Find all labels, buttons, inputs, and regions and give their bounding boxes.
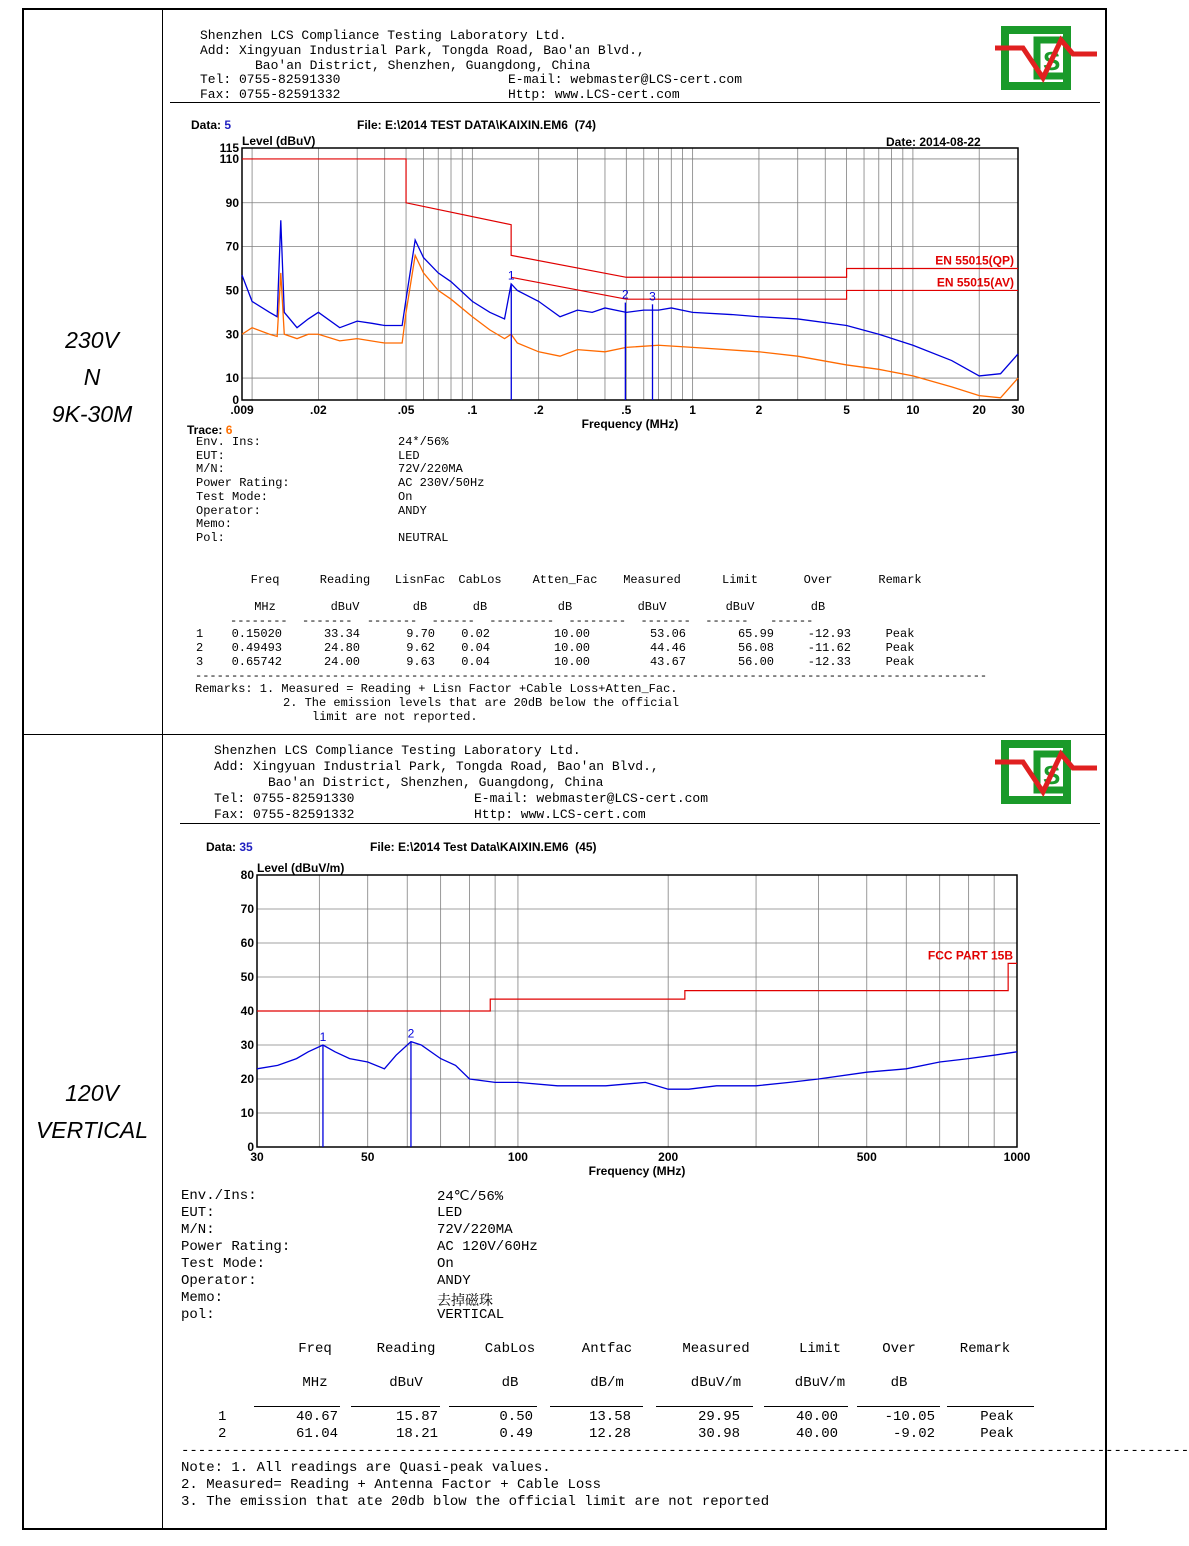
file-label: File: E:\2014 TEST DATA\KAIXIN.EM6 (74) (357, 118, 596, 132)
column-header: Measured (623, 573, 681, 587)
column-unit: dB (501, 1375, 519, 1391)
table-cell: 0.49493 (231, 641, 282, 655)
limit-line (242, 159, 1018, 277)
table-cell: 12.28 (588, 1426, 631, 1442)
x-tick-label: 30 (1011, 403, 1025, 417)
info-value: 24℃/56% (437, 1189, 504, 1205)
row-index: 3 (196, 655, 204, 669)
table-cell: 0.65742 (231, 655, 282, 669)
fax: Fax: 0755-82591332 (214, 807, 355, 822)
marker-label: 3 (649, 289, 656, 304)
table-cell: 40.00 (795, 1426, 838, 1442)
header-underline: -------- ------- ------- ------ --------- -------- ------- ------ ------ (230, 614, 814, 628)
marker-label: 2 (407, 1026, 415, 1041)
y-tick-label: 60 (240, 936, 254, 950)
data-label: Data: 35 (206, 840, 253, 854)
address-line-1: Add: Xingyuan Industrial Park, Tongda Road, Bao'an Blvd., (214, 759, 659, 774)
info-value: 72V/220MA (437, 1222, 513, 1238)
y-tick-label: 0 (232, 393, 239, 407)
info-label: Power Rating: (196, 476, 290, 491)
header-underline (857, 1406, 940, 1407)
column-unit: dBuV (330, 600, 360, 614)
series-line (242, 220, 1018, 376)
x-tick-label: 1000 (1003, 1150, 1031, 1164)
column-unit: dB/m (590, 1375, 624, 1391)
table-cell: -12.33 (807, 655, 851, 669)
table-cell-remark: Peak (885, 627, 915, 641)
table-cell: 43.67 (649, 655, 686, 669)
table-cell: 65.99 (737, 627, 774, 641)
address-line-2: Bao'an District, Shenzhen, Guangdong, China (268, 775, 604, 790)
info-value: 去掉磁珠 (437, 1294, 493, 1310)
trace-number: 6 (225, 423, 233, 437)
table-cell-remark: Peak (980, 1409, 1014, 1425)
y-tick-label: 115 (219, 141, 239, 155)
table-rule: ------------------------------------------------------------------------------------------------------------------------ (181, 1443, 1189, 1459)
column-unit: MHz (254, 600, 276, 614)
column-divider (162, 8, 163, 1530)
remarks-line-1: Remarks: 1. Measured = Reading + Lisn Factor +Cable Loss+Atten_Fac. (195, 682, 678, 696)
column-unit: dB (472, 600, 488, 614)
info-value: LED (437, 1205, 463, 1221)
info-label: Operator: (181, 1273, 257, 1289)
telephone: Tel: 0755-82591330 (214, 791, 355, 806)
remarks-line-3: limit are not reported. (312, 710, 478, 724)
website: Http: www.LCS-cert.com (474, 807, 646, 822)
info-value: On (437, 1256, 454, 1272)
side-label-line: N (83, 364, 101, 390)
info-label: Power Rating: (181, 1239, 291, 1255)
info-value: AC 120V/60Hz (437, 1239, 538, 1255)
x-tick-label: .02 (310, 403, 327, 417)
info-value: On (398, 489, 413, 504)
x-axis-label: Frequency (MHz) (588, 1164, 686, 1178)
column-unit: dB (412, 600, 428, 614)
column-header: Remark (959, 1341, 1011, 1357)
table-cell: 0.02 (461, 627, 490, 641)
limit-label: EN 55015(QP) (935, 253, 1014, 268)
lcs-logo (993, 741, 1101, 805)
table-cell: 56.00 (737, 655, 774, 669)
info-label: EUT: (181, 1205, 215, 1221)
table-cell: 24.00 (323, 655, 360, 669)
remarks-line-2: 2. The emission levels that are 20dB below the official (283, 696, 680, 710)
telephone: Tel: 0755-82591330 (200, 72, 341, 87)
table-cell: 0.15020 (231, 627, 282, 641)
column-unit: dBuV/m (794, 1375, 846, 1391)
table-cell: 53.06 (649, 627, 686, 641)
x-tick-label: 500 (856, 1150, 877, 1164)
plot-area-frame (242, 148, 1018, 400)
y-tick-label: 110 (219, 151, 239, 166)
address-line-2: Bao'an District, Shenzhen, Guangdong, China (255, 58, 591, 73)
table-cell: 10.00 (553, 641, 590, 655)
y-axis-label: Level (dBuV) (242, 134, 316, 148)
y-tick-label: 0 (247, 1140, 254, 1154)
y-axis-label: Level (dBuV/m) (257, 861, 345, 875)
info-value: 72V/220MA (398, 462, 463, 477)
data-number: 35 (239, 840, 253, 854)
trace-label: Trace: 6 (187, 423, 233, 437)
data-number: 5 (224, 118, 232, 132)
panel2-side-label (22, 1075, 162, 1149)
marker-label: 1 (507, 268, 515, 283)
y-tick-label: 80 (240, 868, 254, 882)
table-cell-remark: Peak (885, 641, 915, 655)
data-label: Data: 5 (191, 118, 232, 132)
table-cell: 0.50 (499, 1409, 533, 1425)
info-label: Test Mode: (181, 1256, 266, 1272)
limit-line (257, 963, 1017, 1011)
note-line-3: 3. The emission that ate 20db blow the official limit are not reported (181, 1494, 770, 1510)
table-cell: 0.04 (461, 655, 490, 669)
table-cell: 56.08 (737, 641, 774, 655)
header-underline (656, 1406, 753, 1407)
row-index: 1 (196, 627, 204, 641)
table-cell: 18.21 (395, 1426, 438, 1442)
table-cell: 40.67 (295, 1409, 338, 1425)
header-underline (449, 1406, 537, 1407)
column-header: Remark (878, 573, 922, 587)
table-cell: 13.58 (588, 1409, 631, 1425)
info-label: Test Mode: (196, 489, 269, 504)
company-name: Shenzhen LCS Compliance Testing Laboratory Ltd. (200, 28, 567, 43)
table-cell: 9.62 (406, 641, 435, 655)
panel1-side-label (22, 322, 162, 433)
x-axis-label: Frequency (MHz) (581, 417, 679, 431)
x-tick-label: 100 (507, 1150, 528, 1164)
column-header: Freq (250, 573, 280, 587)
note-line-2: 2. Measured= Reading + Antenna Factor + Cable Loss (181, 1477, 602, 1493)
x-tick-label: 1 (689, 403, 696, 417)
side-label-range: 9K-30M (51, 401, 133, 427)
table-cell-remark: Peak (980, 1426, 1014, 1442)
table-cell: -10.05 (884, 1409, 935, 1425)
info-value: AC 230V/50Hz (398, 476, 485, 491)
row-index: 1 (218, 1409, 227, 1425)
info-label: Pol: (196, 530, 225, 545)
column-unit: dBuV (637, 600, 667, 614)
y-tick-label: 70 (225, 239, 239, 254)
y-tick-label: 50 (225, 283, 239, 298)
column-header: Over (803, 573, 833, 587)
y-tick-label: 30 (240, 1038, 254, 1052)
x-tick-label: .5 (621, 403, 632, 417)
x-tick-label: .05 (397, 403, 415, 417)
y-tick-label: 30 (225, 327, 239, 342)
x-tick-label: .1 (467, 403, 478, 417)
side-label-voltage: 120V (65, 1080, 119, 1106)
limit-label: EN 55015(AV) (936, 275, 1014, 290)
table-cell: 9.70 (406, 627, 435, 641)
lcs-logo (993, 28, 1101, 90)
chart-radiated-emission (200, 855, 1040, 1185)
y-tick-label: 40 (240, 1004, 254, 1018)
x-tick-label: .2 (533, 403, 544, 417)
column-header: CabLos (484, 1341, 536, 1357)
x-tick-label: 2 (755, 403, 763, 417)
table-cell: 33.34 (323, 627, 360, 641)
info-value: ANDY (398, 503, 427, 518)
table-cell: 29.95 (697, 1409, 740, 1425)
column-header: Antfac (581, 1341, 633, 1357)
info-label: Operator: (196, 503, 261, 518)
header-underline (254, 1406, 340, 1407)
column-header: Limit (721, 573, 759, 587)
side-label-polarity: VERTICAL (35, 1117, 149, 1143)
column-header: Limit (798, 1341, 842, 1357)
email: E-mail: webmaster@LCS-cert.com (508, 72, 743, 87)
table-cell: 61.04 (295, 1426, 338, 1442)
marker-label: 2 (622, 287, 629, 302)
date-label: Date: 2014-08-22 (886, 135, 981, 149)
website: Http: www.LCS-cert.com (508, 87, 680, 102)
column-header: Reading (376, 1341, 436, 1357)
series-line (257, 1042, 1017, 1090)
x-tick-label: 5 (843, 403, 850, 417)
logo-letter: S (1043, 46, 1061, 76)
table-cell: -11.62 (807, 641, 851, 655)
x-tick-label: 50 (361, 1150, 375, 1164)
info-label: Env. Ins: (196, 435, 261, 449)
chart-conducted-emission (180, 130, 1040, 430)
header-underline (351, 1406, 440, 1407)
info-value: NEUTRAL (398, 530, 449, 545)
header-rule (170, 102, 1100, 103)
fax: Fax: 0755-82591332 (200, 87, 341, 102)
row-divider (22, 734, 1107, 735)
info-value: ANDY (437, 1273, 471, 1289)
column-unit: dBuV (389, 1375, 423, 1391)
column-unit: dBuV (725, 600, 755, 614)
table-cell: 0.04 (461, 641, 490, 655)
limit-label: FCC PART 15B (927, 948, 1013, 963)
table-cell: -9.02 (892, 1426, 935, 1442)
y-tick-label: 10 (240, 1106, 254, 1120)
y-tick-label: 70 (240, 902, 254, 916)
table-cell: 10.00 (553, 627, 590, 641)
note-line-1: Note: 1. All readings are Quasi-peak values. (181, 1460, 551, 1476)
y-tick-label: 50 (240, 970, 254, 984)
y-tick-label: 20 (240, 1072, 254, 1086)
header-underline (764, 1406, 848, 1407)
x-tick-label: 30 (250, 1150, 264, 1164)
table-cell: 0.49 (499, 1426, 533, 1442)
info-label: Memo: (181, 1290, 224, 1306)
address-line-1: Add: Xingyuan Industrial Park, Tongda Road, Bao'an Blvd., (200, 43, 645, 58)
table-cell: 15.87 (395, 1409, 438, 1425)
header-rule (180, 823, 1100, 824)
x-tick-label: 10 (906, 403, 920, 417)
info-value: VERTICAL (437, 1307, 505, 1323)
table-cell: 24.80 (323, 641, 360, 655)
table-cell: 10.00 (553, 655, 590, 669)
column-unit: dB (557, 600, 573, 614)
email: E-mail: webmaster@LCS-cert.com (474, 791, 709, 806)
x-tick-label: 200 (658, 1150, 679, 1164)
info-label: M/N: (196, 462, 225, 477)
column-unit: dB (810, 600, 826, 614)
info-label: pol: (181, 1307, 215, 1323)
table-cell-remark: Peak (885, 655, 915, 669)
row-index: 2 (218, 1426, 227, 1442)
company-name: Shenzhen LCS Compliance Testing Laboratory Ltd. (214, 743, 581, 758)
column-header: CabLos (458, 573, 502, 587)
table-cell: 30.98 (697, 1426, 740, 1442)
column-unit: dBuV/m (690, 1375, 742, 1391)
column-unit: dB (890, 1375, 908, 1391)
info-label: EUT: (196, 448, 225, 463)
marker-label: 1 (319, 1030, 327, 1045)
info-label: M/N: (181, 1222, 215, 1238)
column-unit: MHz (302, 1375, 328, 1391)
column-header: Measured (682, 1341, 750, 1357)
column-header: Atten_Fac (532, 573, 598, 587)
info-value: LED (398, 448, 420, 463)
x-tick-label: 20 (972, 403, 986, 417)
logo-letter: S (1043, 760, 1061, 790)
column-header: Over (882, 1341, 916, 1357)
column-header: LisnFac (394, 573, 446, 587)
file-label: File: E:\2014 Test Data\KAIXIN.EM6 (45) (370, 840, 597, 854)
table-cell: 9.63 (406, 655, 435, 669)
row-index: 2 (196, 641, 204, 655)
header-underline (550, 1406, 643, 1407)
table-cell: 44.46 (649, 641, 686, 655)
info-value: 24*/56% (398, 435, 449, 449)
x-tick-label: .009 (230, 403, 254, 417)
table-cell: 40.00 (795, 1409, 838, 1425)
side-label-voltage: 230V (65, 327, 119, 353)
y-tick-label: 90 (225, 195, 239, 210)
column-header: Reading (319, 573, 371, 587)
header-underline (947, 1406, 1034, 1407)
y-tick-label: 10 (225, 371, 239, 386)
table-cell: -12.93 (807, 627, 851, 641)
info-label: Memo: (196, 517, 233, 532)
column-header: Freq (298, 1341, 332, 1357)
table-rule: -------------------------------------------------------------------------------------------------------------- (195, 669, 988, 683)
info-label: Env./Ins: (181, 1188, 257, 1204)
